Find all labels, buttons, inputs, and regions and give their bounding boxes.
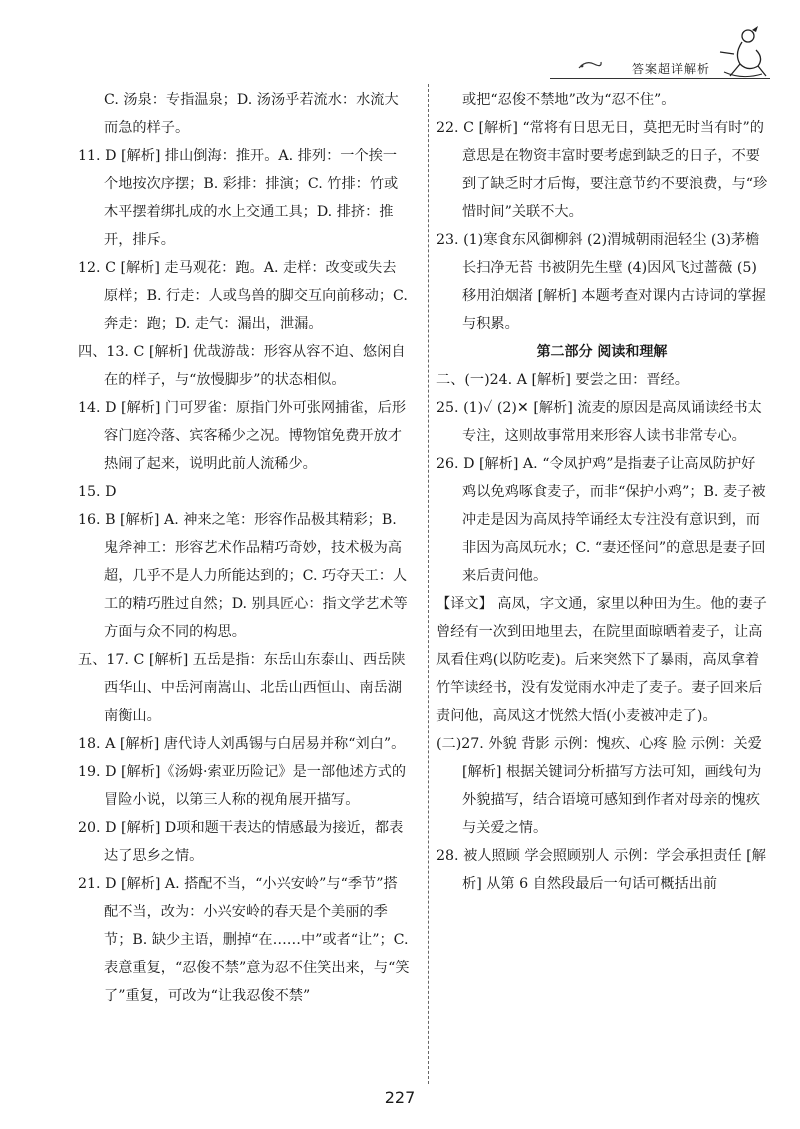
item-text: C. 汤泉：专指温泉；D. 汤汤乎若流水：水流大而急的样子。: [104, 92, 399, 136]
item-text: [解析] 走马观花：跑。A. 走样：改变或失去原样；B. 行走：人或鸟兽的脚交互向前移动；C. 奔走：跑；D. 走气：漏出，泄漏。: [104, 260, 408, 332]
item-number: 25. (1)✓: [436, 400, 493, 416]
page-number: 227: [384, 1088, 416, 1107]
item-text: 或把“忍俊不禁地”改为“忍不住”。: [462, 92, 676, 108]
item-number: 15. D: [78, 484, 117, 500]
item-text: [解析] 唐代诗人刘禹锡与白居易并称“刘白”。: [119, 736, 406, 752]
item-number: 16. B: [78, 512, 116, 528]
item-text: [解析] A. 搭配不当，“小兴安岭”与“季节”搭配不当，改为：小兴安岭的春天是个美丽的季节；B. 缺少主语，删掉“在……中”或者“让”；C. 表意重复，“忍俊不禁”意为忍不住笑出来，与“笑了”重复，可改为“让我忍俊不禁”: [104, 876, 410, 1004]
item-text: [解析] A. “令凤护鸡”是指妻子让高凤防护好鸡以免鸡啄食麦子，而非“保护小鸡”；B. 麦子被冲走是因为高凤持竿诵经太专注没有意识到，而非因为高凤玩水；C. “妻还怪问”的意思是妻子回来后责问他。: [462, 456, 766, 584]
item-text: [解析] 五岳是指：东岳山东泰山、西岳陕西华山、中岳河南嵩山、北岳山西恒山、南岳湖南衡山。: [104, 652, 406, 724]
item-text: (2)✕ [解析] 流麦的原因是高凤诵读经书太专注，这则故事常用来形容人读书非常专心。: [462, 400, 762, 444]
item-number: 28. 被人照顾: [436, 848, 520, 864]
item-number: 四、13. C: [78, 344, 145, 360]
item-number: 12. C: [78, 260, 116, 276]
page-header: [550, 38, 770, 78]
right-column: [436, 86, 768, 898]
answer-item: [436, 226, 768, 338]
item-text: [解析] 门可罗雀：原指门外可张网捕雀，后形容门庭冷落、宾客稀少之况。博物馆免费开放才热闹了起来，说明此前人流稀少。: [104, 400, 407, 472]
answer-item: [78, 758, 410, 814]
mascot-icon: [712, 24, 770, 82]
header-title: 答案超详解析: [631, 62, 710, 76]
answer-item: [78, 730, 410, 758]
item-number: 20. D: [78, 820, 117, 836]
answer-item: [78, 814, 410, 870]
item-number: 二、(一)24. A: [436, 372, 527, 388]
answer-item: [78, 86, 410, 142]
item-text: [解析] 优哉游哉：形容从容不迫、悠闲自在的样子，与“放慢脚步”的状态相似。: [104, 344, 406, 388]
item-number: 五、17. C: [78, 652, 145, 668]
section-title-text: 第二部分 阅读和理解: [536, 344, 668, 360]
item-text: 示例：愧疚、心疼 脸 示例：关爱 [解析] 根据关键词分析描写方法可知，画线句为外貌描写，结合语境可感知到作者对母亲的愧疚与关爱之情。: [462, 736, 762, 836]
answer-item: [78, 142, 410, 254]
item-number: 11. D: [78, 148, 117, 164]
answer-item: [436, 394, 768, 450]
item-text: [解析] A. 神来之笔：形容作品极其精彩；B. 鬼斧神工：形容艺术作品精巧奇妙，技术极为高超，几乎不是人力所能达到的；C. 巧夺天工：人工的精巧胜过自然；D. 别具匠心：指文学艺术等方面与众不同的构思。: [104, 512, 408, 640]
item-number: 【译文】: [436, 596, 493, 612]
answer-item: [78, 338, 410, 394]
item-number: 14. D: [78, 400, 117, 416]
answer-item: [436, 450, 768, 590]
answer-item: [78, 478, 410, 506]
header-rule: [550, 78, 770, 79]
answer-item: [78, 394, 410, 478]
answer-item: [436, 86, 768, 114]
answer-item: [436, 842, 768, 898]
item-number: 26. D: [436, 456, 475, 472]
answer-item: [78, 870, 410, 1010]
item-number: 21. D: [78, 876, 117, 892]
item-text: 高凤，字文通，家里以种田为生。他的妻子曾经有一次到田地里去，在院里面晾晒着麦子，让高凤看住鸡(以防吃麦)。后来突然下了暴雨，高凤拿着竹竿读经书，没有发觉雨水冲走了麦子。妻子回来后责问他，高凤这才恍然大悟(小麦被冲走了)。: [436, 596, 767, 724]
item-text: [解析] “常将有日思无日，莫把无时当有时”的意思是在物资丰富时要考虑到缺乏的日子，不要到了缺乏时才后悔，要注意节约不要浪费，与“珍惜时间”关联不大。: [462, 120, 768, 220]
item-text: [解析] D项和题干表达的情感最为接近，都表达了思乡之情。: [104, 820, 404, 864]
item-text: [解析]《汤姆·索亚历险记》是一部他述方式的冒险小说，以第三人称的视角展开描写。: [104, 764, 407, 808]
answer-item: [436, 114, 768, 226]
answer-item: [78, 506, 410, 646]
answer-item: [78, 646, 410, 730]
item-number: 19. D: [78, 764, 117, 780]
item-text: [解析] 排山倒海：推开。A. 排列：一个挨一个地按次序摆；B. 彩排：排演；C. 竹排：竹或木平摆着绑扎成的水上交通工具；D. 排挤：推开，排斥。: [104, 148, 399, 248]
left-column: [78, 86, 410, 1010]
decorative-swoosh-icon: [578, 60, 602, 70]
answer-item: [436, 590, 768, 730]
item-text: (1)寒食东风御柳斜 (2)渭城朝雨浥轻尘 (3)茅檐长扫净无苔 书被阴先生壁 (4)因风飞过蔷薇 (5)移用泊烟渚 [解析] 本题考查对课内古诗词的掌握与积累。: [462, 232, 766, 332]
section-title: [436, 338, 768, 366]
answer-item: [436, 366, 768, 394]
answer-item: [78, 254, 410, 338]
item-number: 18. A: [78, 736, 116, 752]
item-number: (二)27. 外貌 背影: [436, 736, 550, 752]
answer-item: [436, 730, 768, 842]
item-number: 22. C: [436, 120, 474, 136]
item-text: [解析] 要尝之田：晋经。: [531, 372, 689, 388]
column-divider: [428, 84, 430, 1084]
item-number: 23.: [436, 232, 459, 248]
item-text: 学会照顾别人 示例：学会承担责任 [解析] 从第 6 自然段最后一句话可概括出前: [462, 848, 766, 892]
